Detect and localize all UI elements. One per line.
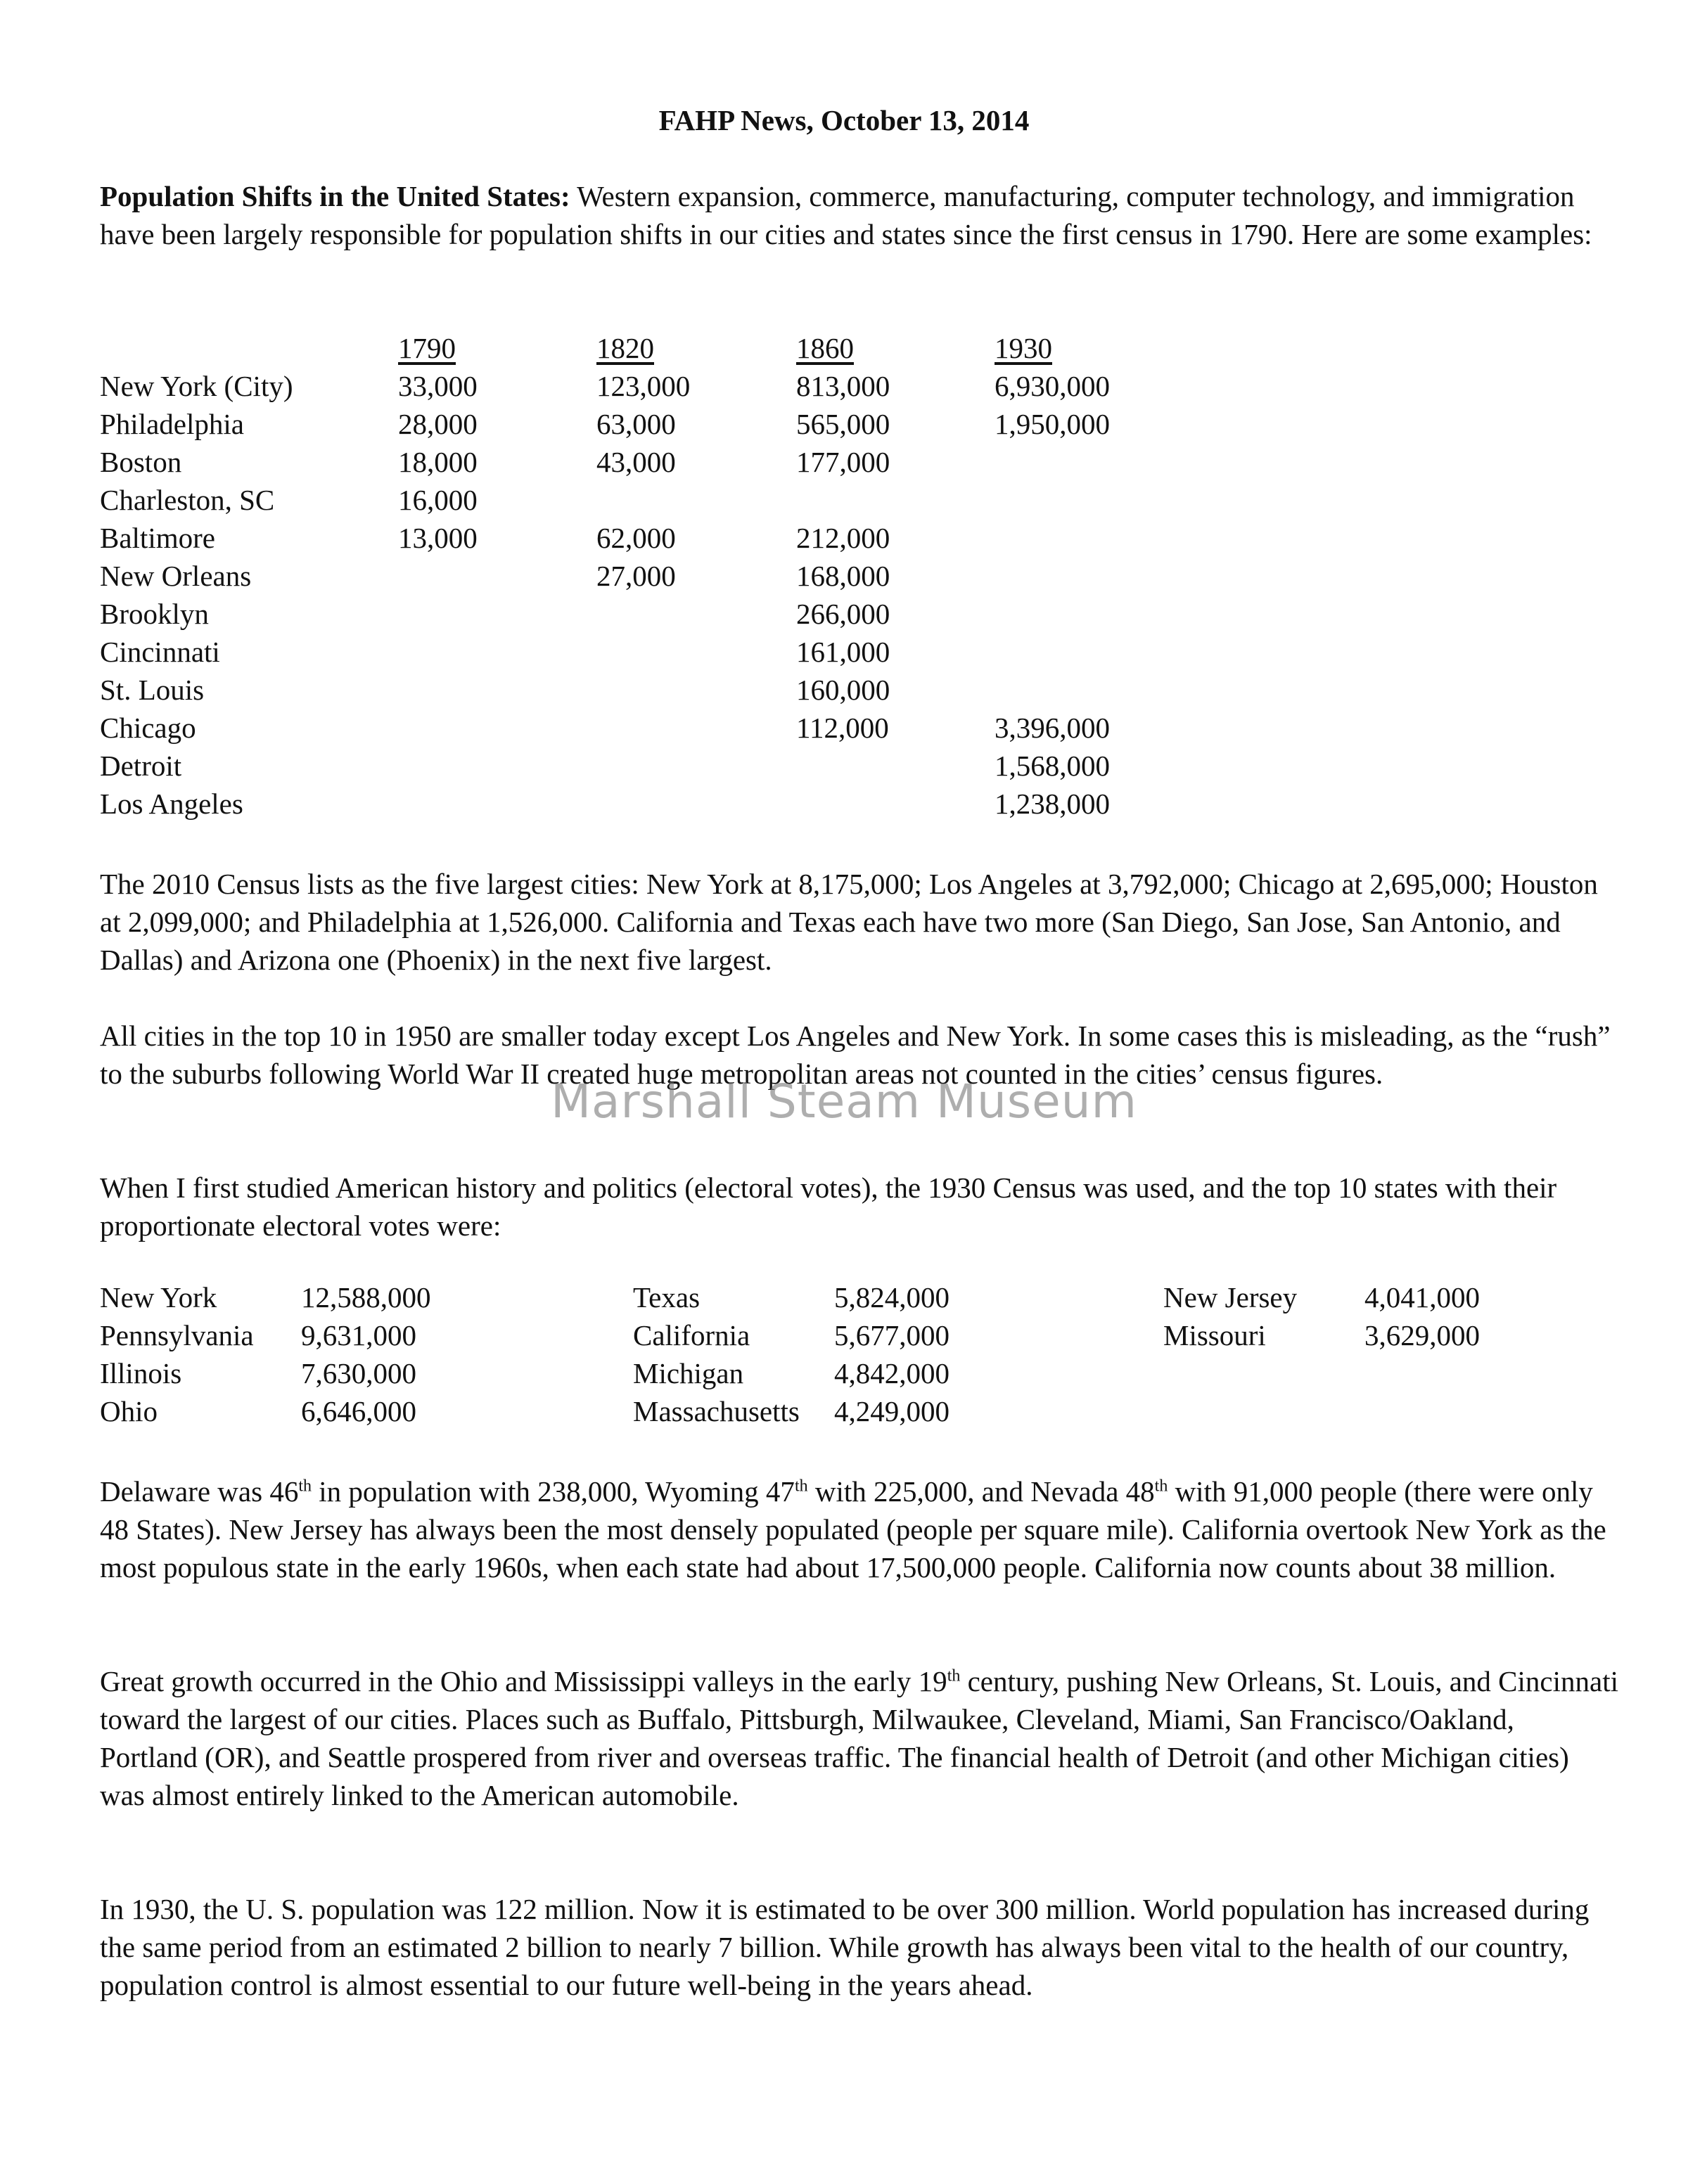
- population-cell: 177,000: [796, 446, 890, 478]
- state-population: 5,824,000: [834, 1281, 950, 1313]
- population-cell: 63,000: [596, 408, 676, 440]
- ordinal-suffix: th: [947, 1666, 961, 1685]
- intro-heading: Population Shifts in the United States:: [100, 180, 570, 212]
- population-cell: 18,000: [398, 446, 478, 478]
- population-cell: 1,568,000: [995, 750, 1110, 782]
- paragraph-growth: [100, 1662, 1619, 1814]
- delaware-text-1: Delaware was 46: [100, 1475, 299, 1508]
- delaware-text-3: with 225,000, and Nevada 48: [807, 1475, 1155, 1508]
- city-name: New Orleans: [100, 560, 252, 592]
- city-name: Philadelphia: [100, 408, 244, 440]
- state-population: 4,041,000: [1364, 1281, 1480, 1313]
- population-cell: 168,000: [796, 560, 890, 592]
- population-cell: 1,238,000: [995, 788, 1110, 820]
- state-population: 6,646,000: [301, 1395, 416, 1427]
- population-cell: 27,000: [596, 560, 676, 592]
- ordinal-suffix: th: [794, 1477, 808, 1496]
- paragraph-electoral: When I first studied American history and politics (electoral votes), the 1930 Census was used, and the top 10 states with their proportionate electoral votes were:: [100, 1171, 1557, 1242]
- population-cell: 33,000: [398, 370, 478, 402]
- state-name: Pennsylvania: [100, 1319, 254, 1351]
- population-cell: 212,000: [796, 522, 890, 554]
- city-name: St. Louis: [100, 674, 205, 706]
- city-name: New York (City): [100, 370, 293, 402]
- state-name: New Jersey: [1163, 1281, 1298, 1313]
- city-name: Los Angeles: [100, 788, 243, 820]
- city-name: Baltimore: [100, 522, 215, 554]
- city-name: Chicago: [100, 712, 196, 744]
- population-cell: 112,000: [796, 712, 889, 744]
- state-name: Illinois: [100, 1357, 182, 1389]
- state-name: Texas: [633, 1281, 701, 1313]
- state-population: 12,588,000: [301, 1281, 431, 1313]
- year-header: 1820: [596, 332, 654, 364]
- state-name: New York: [100, 1281, 217, 1313]
- population-cell: 1,950,000: [995, 408, 1110, 440]
- paragraph-delaware: [100, 1472, 1619, 1586]
- state-population: 4,249,000: [834, 1395, 950, 1427]
- paragraph-1950-cities: All cities in the top 10 in 1950 are smaller today except Los Angeles and New York. In some cases this is misleading, as the “rush” to the suburbs following World War II created huge metropolitan areas not counted in the cities’ census figures.: [100, 1020, 1611, 1090]
- state-population: 7,630,000: [301, 1357, 416, 1389]
- watermark: Marshall Steam Museum: [551, 1074, 1137, 1129]
- state-name: Missouri: [1163, 1319, 1266, 1351]
- state-name: Ohio: [100, 1395, 158, 1427]
- city-name: Boston: [100, 446, 182, 478]
- page-title: FAHP News, October 13, 2014: [658, 104, 1030, 136]
- population-cell: 160,000: [796, 674, 890, 706]
- ordinal-suffix: th: [1154, 1477, 1168, 1496]
- state-name: California: [633, 1319, 750, 1351]
- year-header: 1930: [995, 332, 1052, 364]
- state-population: 3,629,000: [1364, 1319, 1480, 1351]
- year-header: 1860: [796, 332, 854, 364]
- population-cell: 123,000: [596, 370, 691, 402]
- state-population: 9,631,000: [301, 1319, 416, 1351]
- year-header: 1790: [398, 332, 456, 364]
- city-name: Cincinnati: [100, 636, 220, 668]
- state-population: 5,677,000: [834, 1319, 950, 1351]
- population-cell: 16,000: [398, 484, 478, 516]
- state-name: Michigan: [633, 1357, 744, 1389]
- growth-text-1: Great growth occurred in the Ohio and Mississippi valleys in the early 19: [100, 1665, 947, 1697]
- population-cell: 6,930,000: [995, 370, 1110, 402]
- population-cell: 565,000: [796, 408, 890, 440]
- city-name: Brooklyn: [100, 598, 209, 630]
- ordinal-suffix: th: [298, 1477, 312, 1496]
- population-cell: 161,000: [796, 636, 890, 668]
- city-name: Charleston, SC: [100, 484, 275, 516]
- population-cell: 266,000: [796, 598, 890, 630]
- population-cell: 813,000: [796, 370, 890, 402]
- population-cell: 43,000: [596, 446, 676, 478]
- delaware-text-2: in population with 238,000, Wyoming 47: [312, 1475, 795, 1508]
- delaware-text-4: with 91,000 people (there were only 48 States). New Jersey has always been the most densely populated (people per square mile). California overtook New York as the most populous state in the early 1960s, when each state had about 17,500,000 people. California now counts about 38 million.: [100, 1475, 1606, 1584]
- intro-text: Western expansion, commerce, manufacturing, computer technology, and immigration have been largely responsible for population shifts in our cities and states since the first census in 1790. Here are some examples:: [100, 180, 1592, 250]
- paragraph-2010-census: The 2010 Census lists as the five largest cities: New York at 8,175,000; Los Angeles at 3,792,000; Chicago at 2,695,000; Houston at 2,099,000; and Philadelphia at 1,526,000. California and Texas each have two more (San Diego, San Jose, San Antonio, and Dallas) and Arizona one (Phoenix) in the next five largest.: [100, 868, 1598, 976]
- population-cell: 62,000: [596, 522, 676, 554]
- growth-text-2: century, pushing New Orleans, St. Louis, and Cincinnati toward the largest of our cities. Places such as Buffalo, Pittsburgh, Milwaukee, Cleveland, Miami, San Francisco/Oakland, Portland (OR), and Seattle prospered from river and overseas traffic. The financial health of Detroit (and other Michigan cities) was almost entirely linked to the American automobile.: [100, 1665, 1618, 1811]
- paragraph-1930-population: In 1930, the U. S. population was 122 million. Now it is estimated to be over 300 million. World population has increased during the same period from an estimated 2 billion to nearly 7 billion. While growth has always been vital to the health of our country, population control is almost essential to our future well-being in the years ahead.: [100, 1893, 1590, 2001]
- population-cell: 3,396,000: [995, 712, 1110, 744]
- intro-paragraph: [100, 177, 1619, 253]
- city-name: Detroit: [100, 750, 182, 782]
- state-name: Massachusetts: [633, 1395, 800, 1427]
- population-cell: 13,000: [398, 522, 478, 554]
- state-population: 4,842,000: [834, 1357, 950, 1389]
- population-cell: 28,000: [398, 408, 478, 440]
